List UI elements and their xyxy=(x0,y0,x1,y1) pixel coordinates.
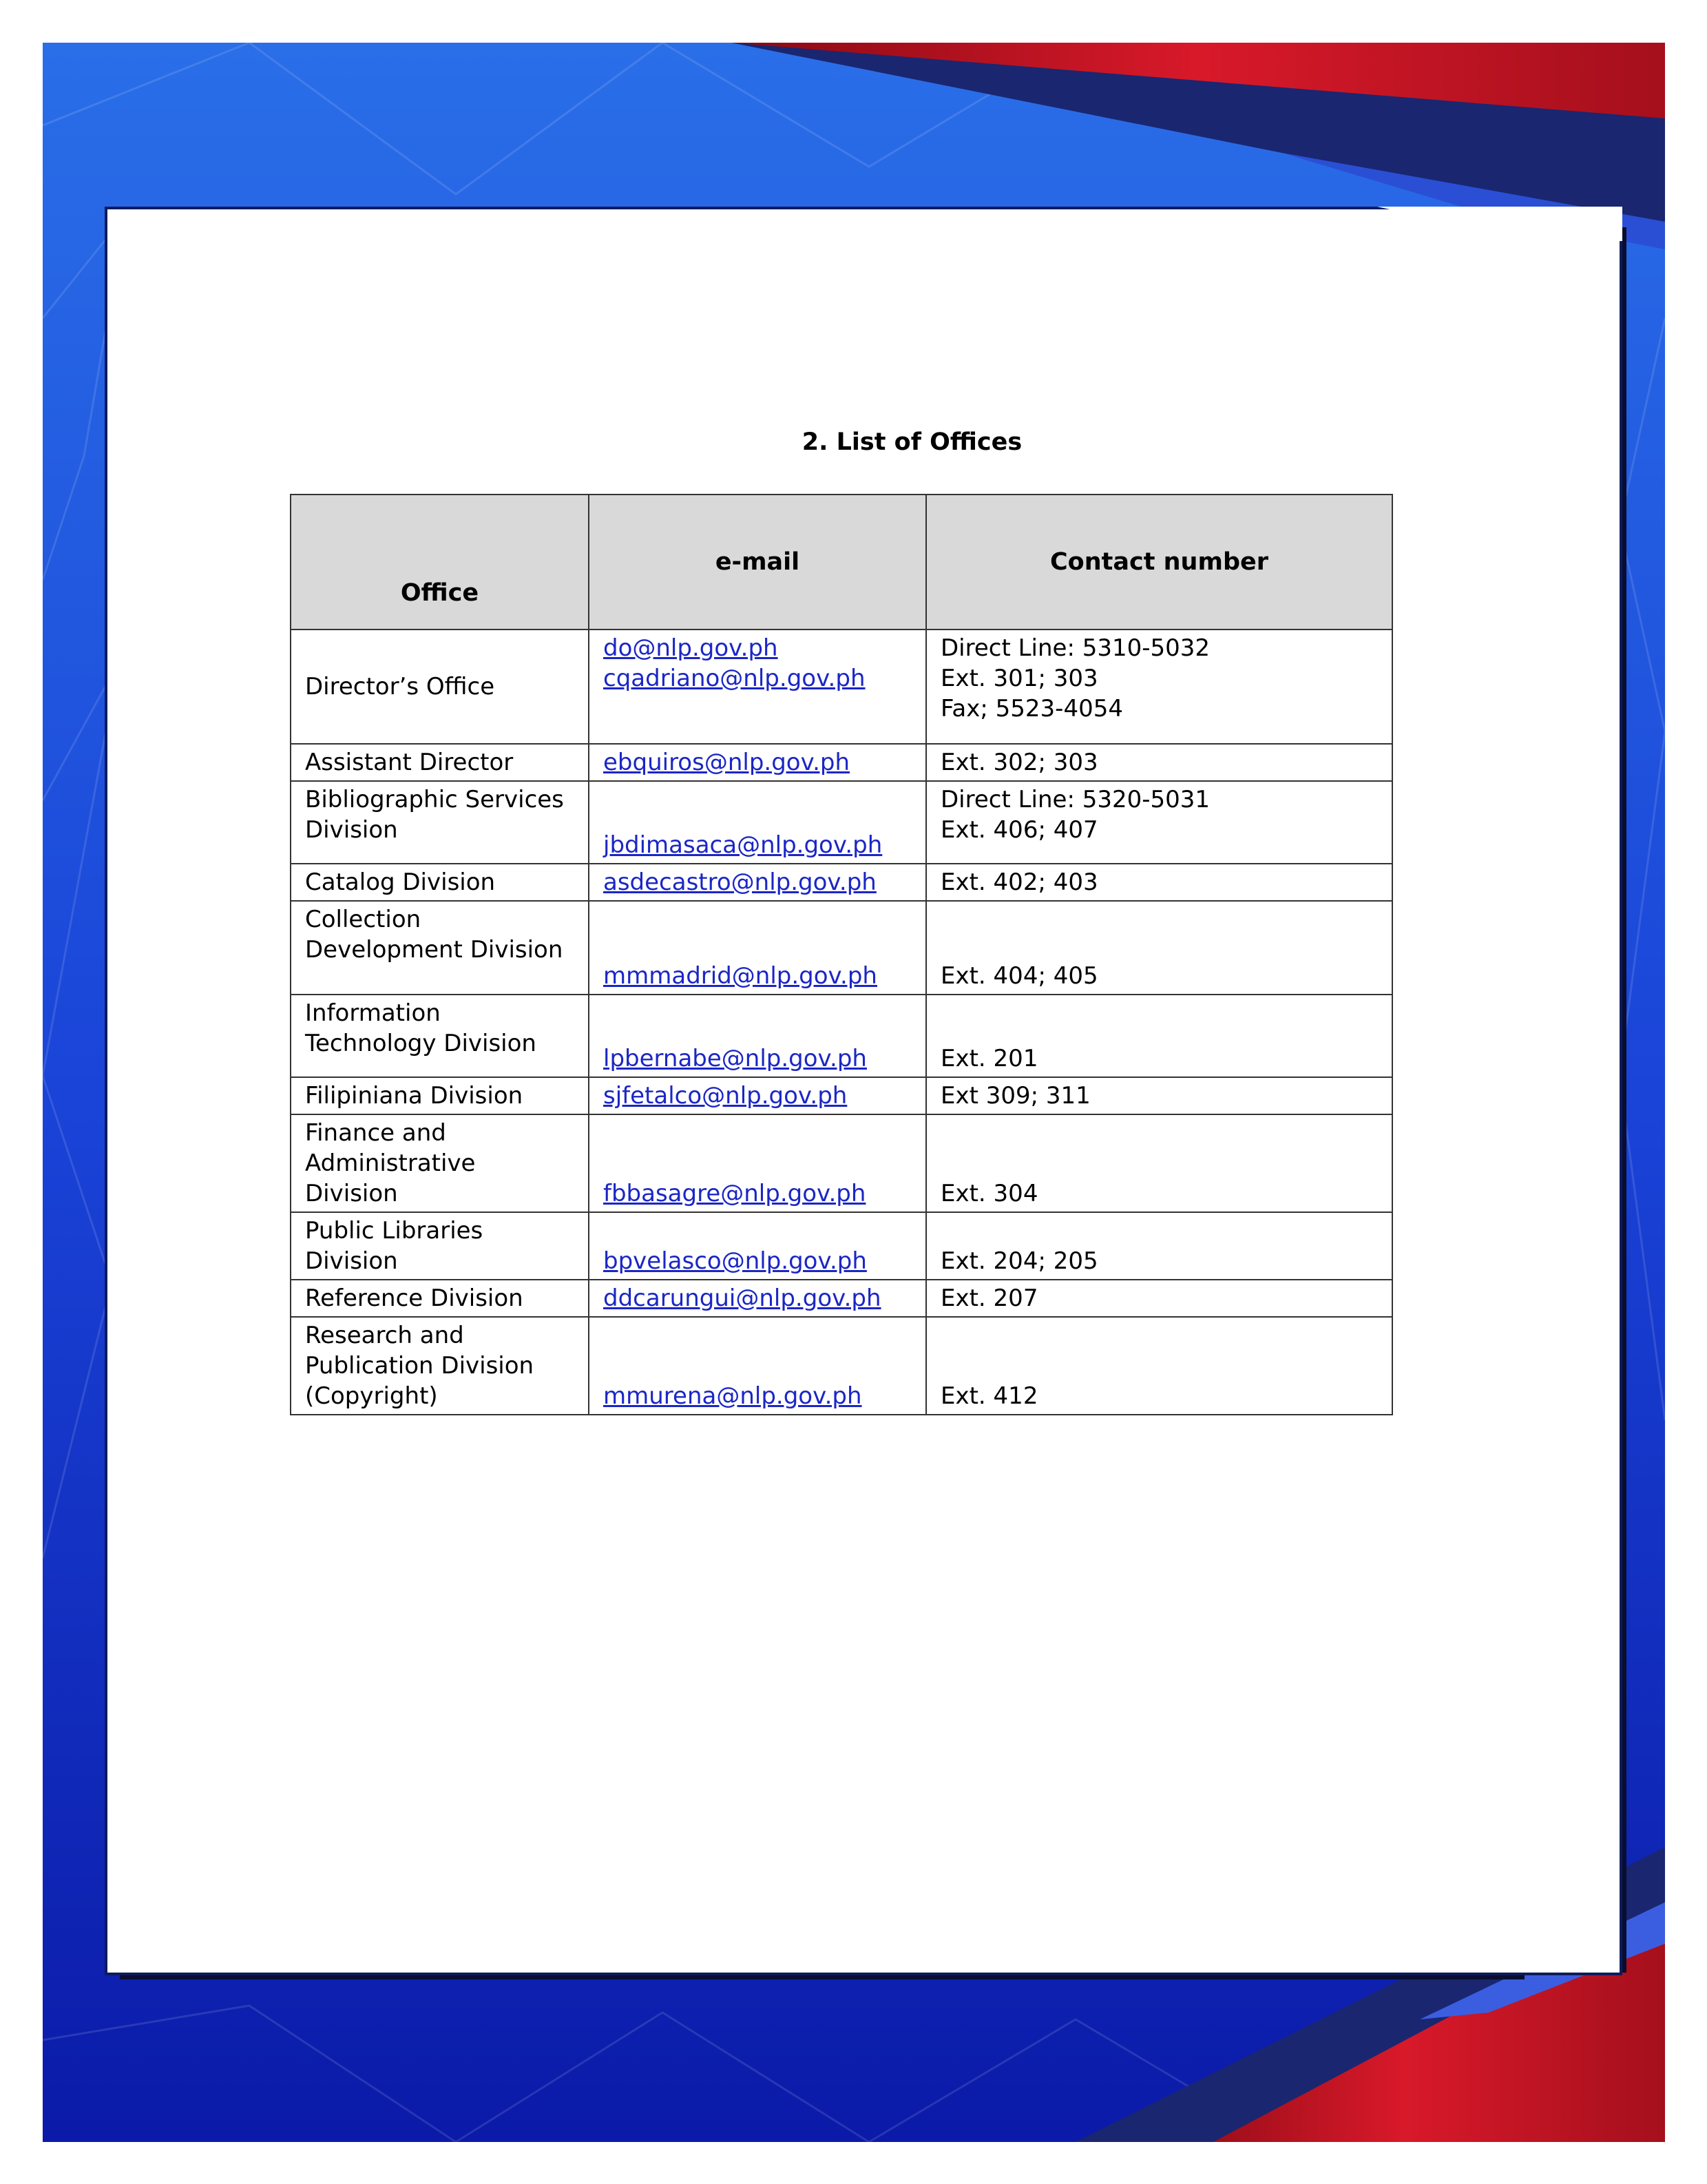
table-row xyxy=(291,1077,1392,1114)
contact-number-cell: Ext. 207 xyxy=(926,1280,1392,1317)
contact-number-cell: Ext. 402; 403 xyxy=(926,864,1392,901)
email-link[interactable]: lpbernabe@nlp.gov.ph xyxy=(603,1045,867,1072)
email-cell xyxy=(589,781,926,864)
contact-number-cell: Direct Line: 5310-5032 Ext. 301; 303 Fax; 5523-4054 xyxy=(926,630,1392,744)
table-body xyxy=(291,630,1392,1415)
office-name-cell: Catalog Division xyxy=(291,864,589,901)
email-cell xyxy=(589,1212,926,1280)
table-row xyxy=(291,1280,1392,1317)
email-cell xyxy=(589,901,926,995)
contact-number-cell: Ext. 404; 405 xyxy=(926,901,1392,995)
email-cell xyxy=(589,1280,926,1317)
email-link[interactable]: mmurena@nlp.gov.ph xyxy=(603,1382,862,1410)
table-row xyxy=(291,995,1392,1077)
email-cell xyxy=(589,630,926,744)
office-name-cell: Director’s Office xyxy=(291,630,589,744)
office-name-cell: Reference Division xyxy=(291,1280,589,1317)
table-header-row xyxy=(291,495,1392,630)
email-cell xyxy=(589,864,926,901)
office-name-cell: Bibliographic Services Division xyxy=(291,781,589,864)
office-name-cell: Assistant Director xyxy=(291,744,589,781)
table-row xyxy=(291,1317,1392,1415)
email-cell xyxy=(589,1317,926,1415)
email-link[interactable]: do@nlp.gov.ph cqadriano@nlp.gov.ph xyxy=(603,634,866,692)
panel-corner-cut xyxy=(1377,207,1622,241)
page-title: 2. List of Offices xyxy=(802,428,1023,456)
table-row xyxy=(291,864,1392,901)
header-contact-number: Contact number xyxy=(926,495,1392,630)
email-link[interactable]: asdecastro@nlp.gov.ph xyxy=(603,869,877,896)
table-row xyxy=(291,781,1392,864)
email-link[interactable]: ebquiros@nlp.gov.ph xyxy=(603,749,850,776)
email-cell xyxy=(589,1077,926,1114)
email-link[interactable]: fbbasagre@nlp.gov.ph xyxy=(603,1180,866,1207)
contact-number-cell: Direct Line: 5320-5031 Ext. 406; 407 xyxy=(926,781,1392,864)
email-link[interactable]: ddcarungui@nlp.gov.ph xyxy=(603,1285,881,1312)
contact-number-cell: Ext. 204; 205 xyxy=(926,1212,1392,1280)
table-row xyxy=(291,744,1392,781)
header-email: e-mail xyxy=(589,495,926,630)
contact-number-cell: Ext. 302; 303 xyxy=(926,744,1392,781)
email-cell xyxy=(589,1114,926,1212)
office-name-cell: Information Technology Division xyxy=(291,995,589,1077)
contact-number-cell: Ext. 201 xyxy=(926,995,1392,1077)
email-link[interactable]: mmmadrid@nlp.gov.ph xyxy=(603,962,877,990)
contact-number-cell: Ext 309; 311 xyxy=(926,1077,1392,1114)
office-name-cell: Research and Publication Division (Copyright) xyxy=(291,1317,589,1415)
office-name-cell: Collection Development Division xyxy=(291,901,589,995)
email-link[interactable]: jbdimasaca@nlp.gov.ph xyxy=(603,831,883,859)
table-row xyxy=(291,630,1392,744)
email-cell xyxy=(589,744,926,781)
header-office: Office xyxy=(291,495,589,630)
contact-number-cell: Ext. 304 xyxy=(926,1114,1392,1212)
email-link[interactable]: sjfetalco@nlp.gov.ph xyxy=(603,1082,848,1110)
office-name-cell: Finance and Administrative Division xyxy=(291,1114,589,1212)
email-link[interactable]: bpvelasco@nlp.gov.ph xyxy=(603,1247,867,1275)
email-cell xyxy=(589,995,926,1077)
table-row xyxy=(291,901,1392,995)
office-name-cell: Public Libraries Division xyxy=(291,1212,589,1280)
offices-table xyxy=(290,494,1393,1415)
table-row xyxy=(291,1212,1392,1280)
table-row xyxy=(291,1114,1392,1212)
contact-number-cell: Ext. 412 xyxy=(926,1317,1392,1415)
office-name-cell: Filipiniana Division xyxy=(291,1077,589,1114)
